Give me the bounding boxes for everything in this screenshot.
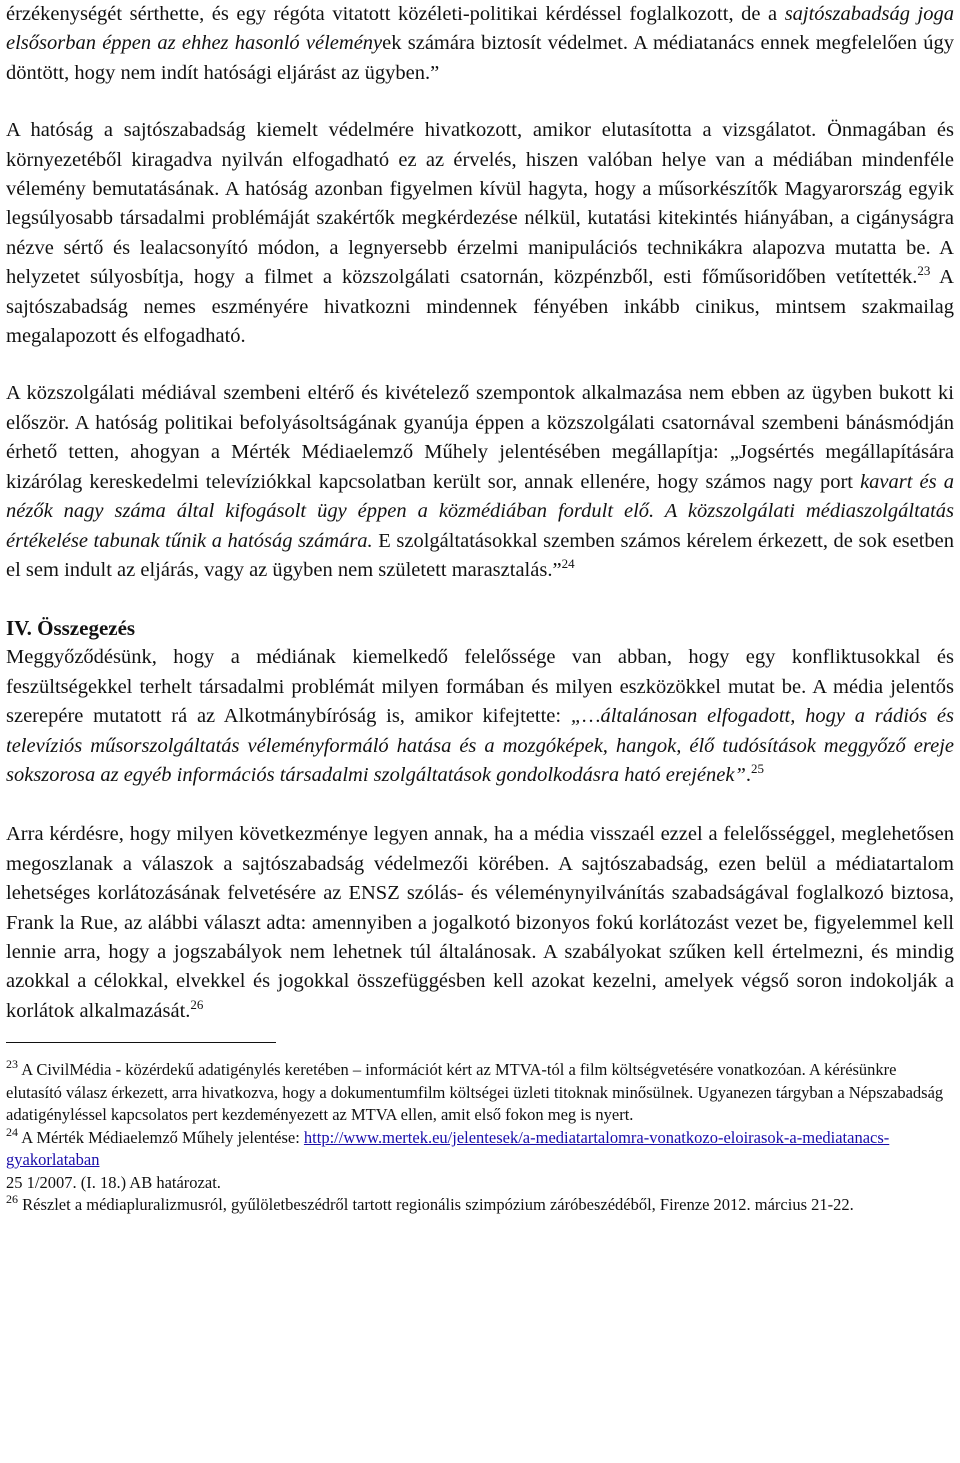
footnote-25: 25 1/2007. (I. 18.) AB határozat.	[6, 1172, 221, 1192]
footnote-26	[6, 1194, 954, 1217]
footnote-number: 23	[6, 1057, 18, 1072]
italic-quote: „…általánosan elfogadott, hogy a rádiós és televíziós műsorszolgáltatás véleményformáló hatása és a mozgóképek, hangok, élő tudósítások meggyőző ereje sokszorosa az egyéb információs társadalmi szolgáltatások gondolkodásra ható erejének”	[6, 705, 954, 786]
text-run: A hatóság azonban figyelmen kívül hagyta, hogy a műsorkészítők Magyarország egyik legsúlyosabb társadalmi problémáját szakértők megkérdezése nélkül, kutatási kitekintés hiányában, a cigányságra nézve sértő és lealacsonyító módon, a legnyersebb érzelmi manipulációs technikákra alapozva mutatta be. A helyzetet súlyosbítja, hogy a filmet a közszolgálati csatornán, közpénzből, esti főműsoridőben vetítették.	[6, 178, 954, 289]
footnote-divider	[6, 1042, 276, 1043]
paragraph-meggyozodes	[6, 643, 954, 790]
italic-text-run: kavart és a nézők nagy száma által kifogásolt ügy éppen a közmédiában fordult elő. A közszolgálati médiaszolgáltatás értékelése tabunak tűnik a hatóság számára.	[6, 470, 954, 552]
footnote-24	[6, 1124, 954, 1172]
footnote-link[interactable]: http://www.mertek.eu/jelentesek/a-mediatartalomra-vonatkozo-eloirasok-a-mediatanacs-gyakorlataban	[6, 1127, 890, 1170]
footnote-ref-24[interactable]: 24	[561, 555, 575, 571]
footnote-text: A CivilMédia - közérdekű adatigénylés keretében – információt kért az MTVA-tól a film költségvetésére vonatkozóan. A kérésünkre elutasító válasz érkezett, arra hivatkozva, hogy a dokumentumfilm költségei üzleti titoknak minősülnek. Ugyanezen tárgyban a Népszabadság adatigényléssel kapcsolatos pert kezdeményezett az MTVA ellen, amit első fokon meg is nyert.	[6, 1060, 944, 1125]
footnote-ref-23[interactable]: 23	[917, 263, 931, 279]
paragraph-hatosag	[6, 116, 954, 351]
paragraph-kozszolgalati	[6, 379, 954, 585]
footnote-number: 26	[6, 1192, 18, 1207]
text-run: érzékenységét sérthette, és egy régóta vitatott közéleti-politikai kérdéssel foglalkozott, de a	[6, 3, 785, 25]
italic-text-run: sajtószabadság joga elsősorban éppen az ehhez hasonló vélemény	[6, 3, 954, 55]
text-run: E szolgáltatásokkal szemben számos kérelem érkezett, de sok esetben el sem indult az eljárás, vagy az ügyben nem született marasztalás.”	[6, 529, 954, 581]
text-run: ek számára biztosít védelmet. A médiatanács ennek megfelelően úgy döntött, hogy nem indít hatósági eljárást az ügyben.”	[6, 32, 954, 84]
footnote-ref-26[interactable]: 26	[190, 996, 204, 1012]
paragraph-continuation	[6, 0, 954, 88]
footnote-23	[6, 1059, 954, 1127]
text-run: A sajtószabadság nemes eszményére hivatkozni mindennek fényében inkább cinikus, mintsem szakmailag megalapozott és elfogadható.	[6, 266, 954, 348]
text-run: A közszolgálati médiával szembeni eltérő és kivételező szempontok alkalmazása nem ebben az ügyben bukott ki először. A hatóság politikai befolyásoltságának gyanúja éppen a közszolgálati csatornával szembeni bánásmódján érhető tetten, ahogyan a Mérték Médiaelemző Műhely jelentésében megállapítja: „Jogsértés megállapítására kizárólag kereskedelmi televíziókkal kapcsolatban került sor, annak ellenére, hogy számos nagy port	[6, 382, 954, 493]
section-heading: IV. Összegezés	[6, 616, 136, 641]
footnote-text: Részlet a médiapluralizmusról, gyűlöletbeszédről tartott regionális szimpózium záróbeszédéből, Firenze 2012. március 21-22.	[18, 1195, 854, 1215]
footnote-text: A Mérték Médiaelemző Műhely jelentése:	[18, 1127, 304, 1147]
text-run: A hatóság a sajtószabadság kiemelt védelmére hivatkozott, amikor elutasította a vizsgálatot. Önmagában és környezetéből kiragadva nyilván elfogadható ez az érvelés, hiszen valóban helye van a médiában mindenféle vélemény bemutatásának.	[6, 119, 954, 201]
text-run: Arra kérdésre, hogy milyen következménye legyen annak, ha a média visszaél ezzel a felelősséggel, meglehetősen megoszlanak a válaszok a sajtószabadság védelmezői körében. A sajtószabadság, ezen belül a médiatartalom lehetséges korlátozásának felvetésére az ENSZ szólás- és véleménynyilvánítás szabadságával foglalkozó biztosa, Frank la Rue, az alábbi választ adta: amennyiben a jogalkotó bizonyos fokú korlátozást vezet be, figyelemmel kell lennie arra, hogy a jogszabályok nem lehetnek túl általánosak. A szabályokat szűken kell értelmezni, és mindig azokkal a célokkal, elvekkel és jogokkal összefüggésben kell azokat kezelni, amelyek végső soron indokolják a korlátok alkalmazását.	[6, 823, 954, 1022]
text-run: .	[745, 763, 751, 786]
footnotes	[6, 1059, 954, 1217]
text-run: Meggyőződésünk, hogy a médiának kiemelkedő felelőssége van abban, hogy egy konfliktusokkal és feszültségekkel terhelt társadalmi problémát milyen formában és milyen eszközökkel mutat be. A média jelentős szerepére mutatott rá az Alkotmánybíróság is, amikor kifejtette:	[6, 646, 954, 728]
footnote-number: 24	[6, 1124, 18, 1139]
paragraph-frank-la-rue	[6, 820, 954, 1026]
footnote-ref-25[interactable]: 25	[751, 760, 764, 776]
